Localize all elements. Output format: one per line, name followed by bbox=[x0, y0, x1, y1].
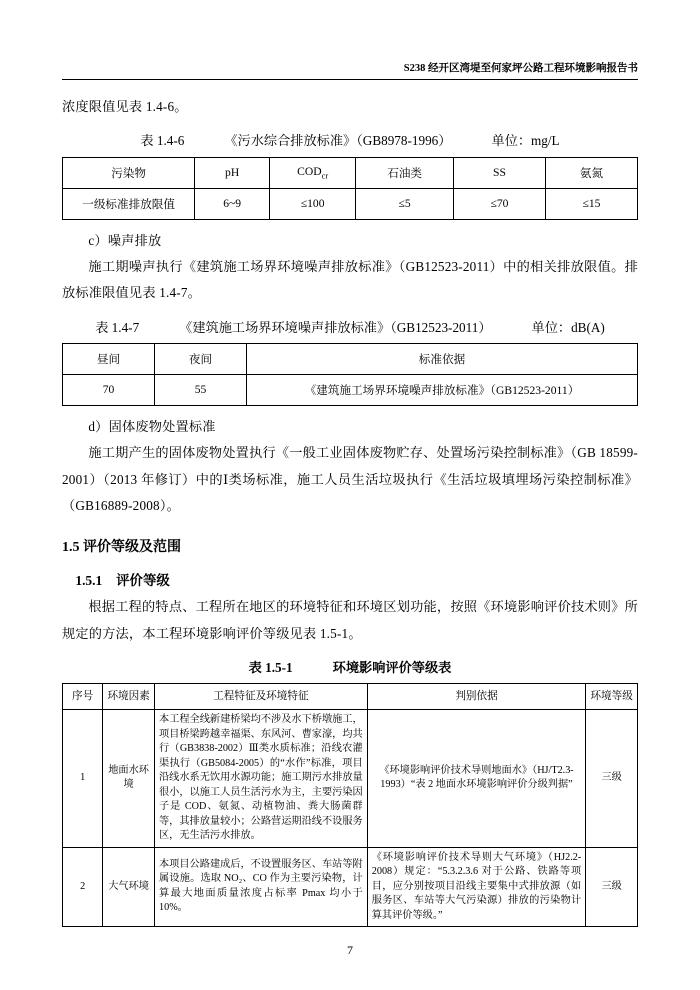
table-147-header-cell: 标准依据 bbox=[247, 343, 638, 374]
table-146-header-cell: SS bbox=[454, 157, 546, 188]
table-147-title: 《建筑施工场界环境噪声排放标准》（GB12523-2011） bbox=[179, 319, 492, 335]
table-151-header-cell: 工程特征及环境特征 bbox=[155, 684, 368, 710]
table-151-cell-factor: 地面水环境 bbox=[103, 710, 155, 847]
section-151-title: 评价等级 bbox=[116, 572, 170, 588]
table-146-cell: ≤100 bbox=[270, 188, 356, 219]
table-146-cell: ≤15 bbox=[546, 188, 638, 219]
table-151-header-cell: 判别依据 bbox=[367, 684, 586, 710]
table-noise-limits bbox=[62, 343, 638, 406]
table-assessment-levels bbox=[62, 683, 638, 927]
table-151-title: 环境影响评价等级表 bbox=[332, 660, 452, 676]
paragraph-noise: 施工期噪声执行《建筑施工场界环境噪声排放标准》（GB12523-2011）中的相关排放限值。排放标准限值见表 1.4-7。 bbox=[62, 258, 638, 301]
table-146-label: 表 1.4-6 bbox=[140, 133, 185, 149]
table-151-header-cell: 环境等级 bbox=[586, 684, 638, 710]
paragraph-151: 根据工程的特点、工程所在地区的环境特征和环境区划功能，按照《环境影响评价技术则》所规定的方法，本工程环境影响评价等级见表 1.5-1。 bbox=[62, 599, 638, 641]
table-147-cell: 70 bbox=[63, 374, 155, 405]
table-pollutant-limits bbox=[62, 157, 638, 220]
table-151-cell-factor: 大气环境 bbox=[103, 847, 155, 926]
table-147-label: 表 1.4-7 bbox=[95, 319, 140, 335]
table-row bbox=[63, 188, 638, 219]
heading-solid-waste: d）固体废物处置标准 bbox=[88, 418, 216, 434]
table-151-cell-basis: 《环境影响评价技术导则地面水》（HJ/T2.3-1993）“表 2 地面水环境影响评价分级判据” bbox=[367, 710, 586, 847]
header-divider bbox=[62, 79, 638, 80]
table-151-header-cell: 环境因素 bbox=[103, 684, 155, 710]
heading-noise-emission: c）噪声排放 bbox=[88, 232, 162, 248]
section-heading-15: 1.5 评价等级及范围 bbox=[62, 539, 181, 555]
table-147-caption bbox=[62, 317, 638, 338]
paragraph-limit-ref: 浓度限值见表 1.4-6。 bbox=[62, 99, 188, 114]
table-row bbox=[63, 847, 638, 926]
table-146-header-cell: 氨氮 bbox=[546, 157, 638, 188]
table-146-header-cell: 污染物 bbox=[63, 157, 195, 188]
table-147-header-cell: 夜间 bbox=[155, 343, 247, 374]
cod-label: COD bbox=[297, 164, 322, 178]
table-146-title: 《污水综合排放标准》（GB8978-1996） bbox=[224, 133, 452, 149]
table-151-cell-no: 1 bbox=[63, 710, 103, 847]
table-146-cell: ≤70 bbox=[454, 188, 546, 219]
table-147-header-cell: 昼间 bbox=[63, 343, 155, 374]
table-146-cell: ≤5 bbox=[356, 188, 454, 219]
section-heading-151 bbox=[62, 568, 638, 595]
table-151-caption bbox=[62, 657, 638, 678]
table-147-cell: 55 bbox=[155, 374, 247, 405]
table-146-caption bbox=[62, 130, 638, 151]
table-row bbox=[63, 684, 638, 710]
running-title: S238 经开区湾堤至何家坪公路工程环境影响报告书 bbox=[403, 63, 638, 74]
table-146-header-cell: 石油类 bbox=[356, 157, 454, 188]
table-151-header-cell: 序号 bbox=[63, 684, 103, 710]
table-row bbox=[63, 343, 638, 374]
table-146-header-cell: pH bbox=[195, 157, 270, 188]
section-151-number: 1.5.1 bbox=[75, 572, 103, 588]
table-147-cell: 《建筑施工场界环境噪声排放标准》（GB12523-2011） bbox=[247, 374, 638, 405]
table-146-header-cell bbox=[270, 157, 356, 188]
table-151-cell-feature: 本工程全线新建桥梁均不涉及水下桥墩施工，项目桥梁跨越幸福渠、东风河、曹家濠，均共行（GB3838-2002）Ⅲ类水质标准；沿线农灌渠执行（GB5084-2005）的“水作”标准，项目沿线水系无饮用水源功能；施工期污水排放量很小，以施工人员生活污水为主，主要污染因子是 COD、氨氮、动植物油、粪大肠菌群等，其排放量较小；公路营运期沿线不设服务区，无生活污水排放。 bbox=[155, 710, 368, 847]
table-row bbox=[63, 710, 638, 847]
cod-subscript: cr bbox=[321, 171, 329, 181]
page-number: 7 bbox=[347, 943, 353, 957]
table-151-cell-level: 三级 bbox=[586, 847, 638, 926]
table-151-cell-level: 三级 bbox=[586, 710, 638, 847]
table-row bbox=[63, 157, 638, 188]
paragraph-solid-waste: 施工期产生的固体废物处置执行《一般工业固体废物贮存、处置场污染控制标准》（GB 18599-2001）（2013 年修订）中的Ⅰ类场标准，施工人员生活垃圾执行《生活垃圾填埋场污染控制标准》（GB16889-2008）。 bbox=[62, 445, 638, 514]
table-146-cell: 一级标准排放限值 bbox=[63, 188, 195, 219]
table-146-unit: 单位：mg/L bbox=[491, 133, 560, 149]
table-row bbox=[63, 374, 638, 405]
table-147-unit: 单位：dB(A) bbox=[531, 319, 605, 335]
page-header bbox=[62, 60, 638, 79]
table-146-cell: 6~9 bbox=[195, 188, 270, 219]
table-151-cell-feature: 本项目公路建成后，不设置服务区、车站等附属设施。选取 NO₂、CO 作为主要污染物，计算最大地面质量浓度占标率 Pmax 均小于 10%。 bbox=[155, 847, 368, 926]
table-151-cell-basis: 《环境影响评价技术导则大气环境》（HJ2.2-2008）规定：“5.3.2.3.6 对于公路、铁路等项目，应分别按项目沿线主要集中式排放源（如服务区、车站等大气污染源）排放的污染物计算其评价等级。” bbox=[367, 847, 586, 926]
table-151-label: 表 1.5-1 bbox=[248, 660, 293, 676]
table-151-cell-no: 2 bbox=[63, 847, 103, 926]
